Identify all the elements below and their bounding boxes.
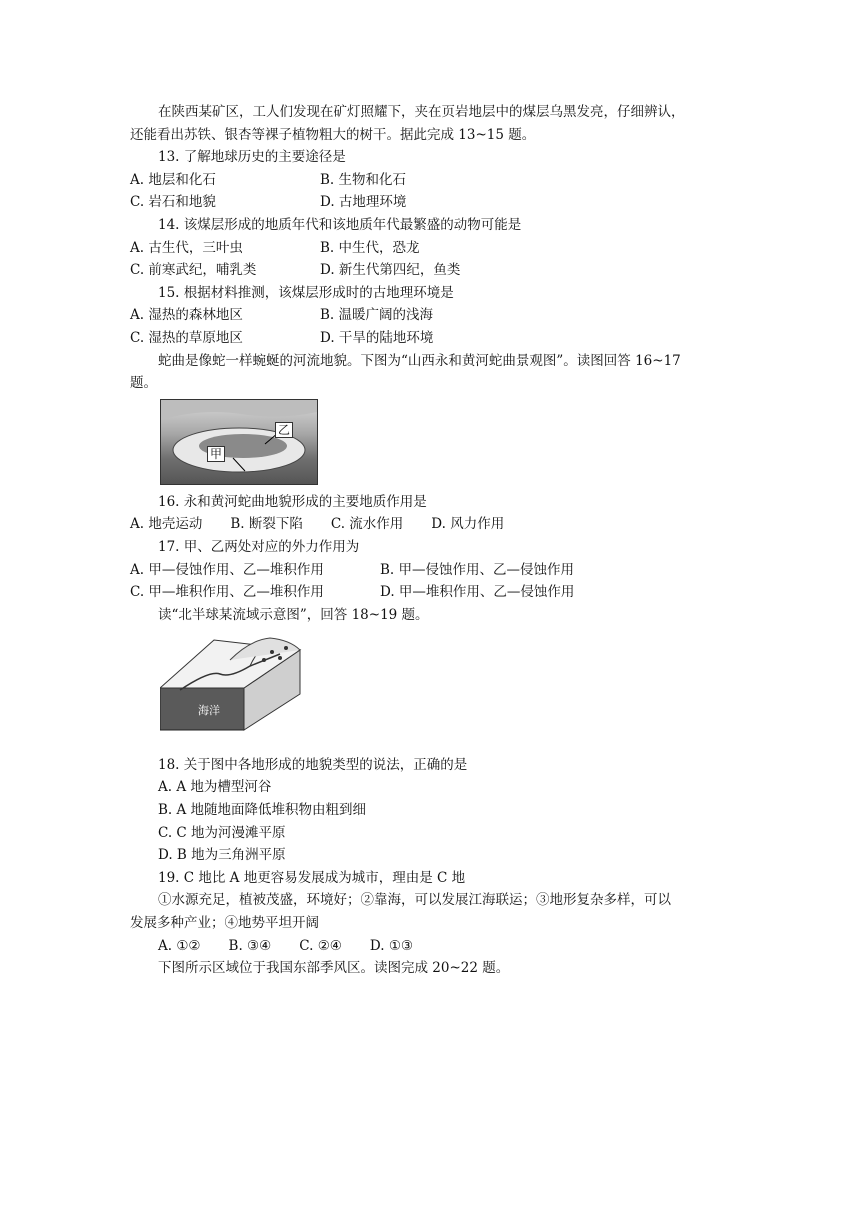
basin-diagram — [160, 630, 330, 740]
option-c[interactable]: C. 流水作用 — [330, 516, 404, 533]
question-15-stem: 15. 根据材料推测，该煤层形成时的古地理环境是 — [158, 284, 454, 301]
question-17-options-cd — [130, 581, 730, 604]
question-14-stem: 14. 该煤层形成的地质年代和该地质年代最繁盛的动物可能是 — [158, 216, 522, 233]
option-b[interactable]: B. ③④ — [228, 937, 272, 954]
question-14-options-ab — [130, 237, 730, 260]
option-c[interactable]: C. 甲—堆积作用、乙—堆积作用 — [130, 584, 324, 601]
option-d[interactable]: D. 新生代第四纪，鱼类 — [320, 262, 461, 279]
option-a[interactable]: A. ①② — [158, 937, 201, 954]
question-19-statements-line2: 发展多种产业；④地势平坦开阔 — [130, 915, 319, 932]
option-a[interactable]: A. 湿热的森林地区 — [130, 307, 243, 324]
question-18-option-b[interactable]: B. A 地随地面降低堆积物由粗到细 — [158, 802, 367, 819]
question-18-option-d[interactable]: D. B 地为三角洲平原 — [158, 847, 286, 864]
exam-page — [130, 101, 730, 980]
question-19-statements-line1: ①水源充足，植被茂盛，环境好；②靠海，可以发展江海联运；③地形复杂多样，可以 — [158, 892, 671, 909]
intro-16-17-line2: 题。 — [130, 375, 157, 392]
option-b[interactable]: B. 甲—侵蚀作用、乙—侵蚀作用 — [380, 561, 575, 578]
meander-illustration — [161, 400, 317, 484]
option-d[interactable]: D. 干旱的陆地环境 — [320, 329, 434, 346]
question-18-option-c[interactable]: C. C 地为河漫滩平原 — [158, 824, 286, 841]
question-13-options-cd — [130, 191, 730, 214]
question-14-options-cd — [130, 259, 730, 282]
option-a[interactable]: A. 地层和化石 — [130, 171, 216, 188]
question-18-stem: 18. 关于图中各地形成的地貌类型的说法，正确的是 — [158, 756, 468, 773]
question-19-options — [130, 935, 730, 958]
intro-13-15-line1: 在陕西某矿区，工人们发现在矿灯照耀下，夹在页岩地层中的煤层乌黑发亮，仔细辨认， — [158, 104, 685, 120]
meander-photo — [160, 399, 318, 485]
intro-18-19: 读“北半球某流域示意图”，回答 18~19 题。 — [158, 606, 429, 623]
intro-13-15-line2: 还能看出苏铁、银杏等裸子植物粗大的树干。据此完成 13~15 题。 — [130, 126, 536, 143]
question-18-option-a[interactable]: A. A 地为槽型河谷 — [158, 779, 272, 796]
option-a[interactable]: A. 甲—侵蚀作用、乙—堆积作用 — [130, 561, 324, 578]
diagram-label-sea: 海洋 — [198, 704, 220, 718]
option-d[interactable]: D. 风力作用 — [431, 516, 505, 533]
question-13-stem: 13. 了解地球历史的主要途径是 — [158, 149, 346, 166]
option-d[interactable]: D. 甲—堆积作用、乙—侵蚀作用 — [380, 584, 575, 601]
question-17-options-ab — [130, 559, 730, 582]
option-c[interactable]: C. 岩石和地貌 — [130, 194, 216, 211]
option-b[interactable]: B. 断裂下陷 — [230, 516, 303, 533]
option-b[interactable]: B. 生物和化石 — [320, 171, 407, 188]
option-b[interactable]: B. 温暖广阔的浅海 — [320, 307, 434, 324]
option-c[interactable]: C. 前寒武纪，哺乳类 — [130, 262, 257, 279]
option-c[interactable]: C. ②④ — [299, 937, 342, 954]
meander-photo-figure — [160, 399, 730, 485]
question-17-stem: 17. 甲、乙两处对应的外力作用为 — [158, 538, 360, 555]
label-jia: 甲 — [207, 446, 225, 462]
question-15-options-cd — [130, 327, 730, 350]
question-15-options-ab — [130, 304, 730, 327]
option-a[interactable]: A. 地壳运动 — [130, 516, 203, 533]
option-a[interactable]: A. 古生代，三叶虫 — [130, 239, 243, 256]
question-16-options — [130, 513, 730, 536]
option-c[interactable]: C. 湿热的草原地区 — [130, 329, 243, 346]
question-13-options-ab — [130, 169, 730, 192]
intro-20-22: 下图所示区域位于我国东部季风区。读图完成 20~22 题。 — [158, 960, 510, 977]
option-b[interactable]: B. 中生代，恐龙 — [320, 239, 420, 256]
question-16-stem: 16. 永和黄河蛇曲地貌形成的主要地质作用是 — [158, 493, 427, 510]
option-d[interactable]: D. 古地理环境 — [320, 194, 407, 211]
basin-diagram-figure — [160, 630, 730, 748]
label-yi: 乙 — [275, 422, 293, 438]
question-19-stem: 19. C 地比 A 地更容易发展成为城市，理由是 C 地 — [158, 869, 466, 886]
option-d[interactable]: D. ①③ — [369, 937, 414, 954]
intro-16-17-line1: 蛇曲是像蛇一样蜿蜒的河流地貌。下图为“山西永和黄河蛇曲景观图”。读图回答 16~17 — [158, 352, 681, 369]
